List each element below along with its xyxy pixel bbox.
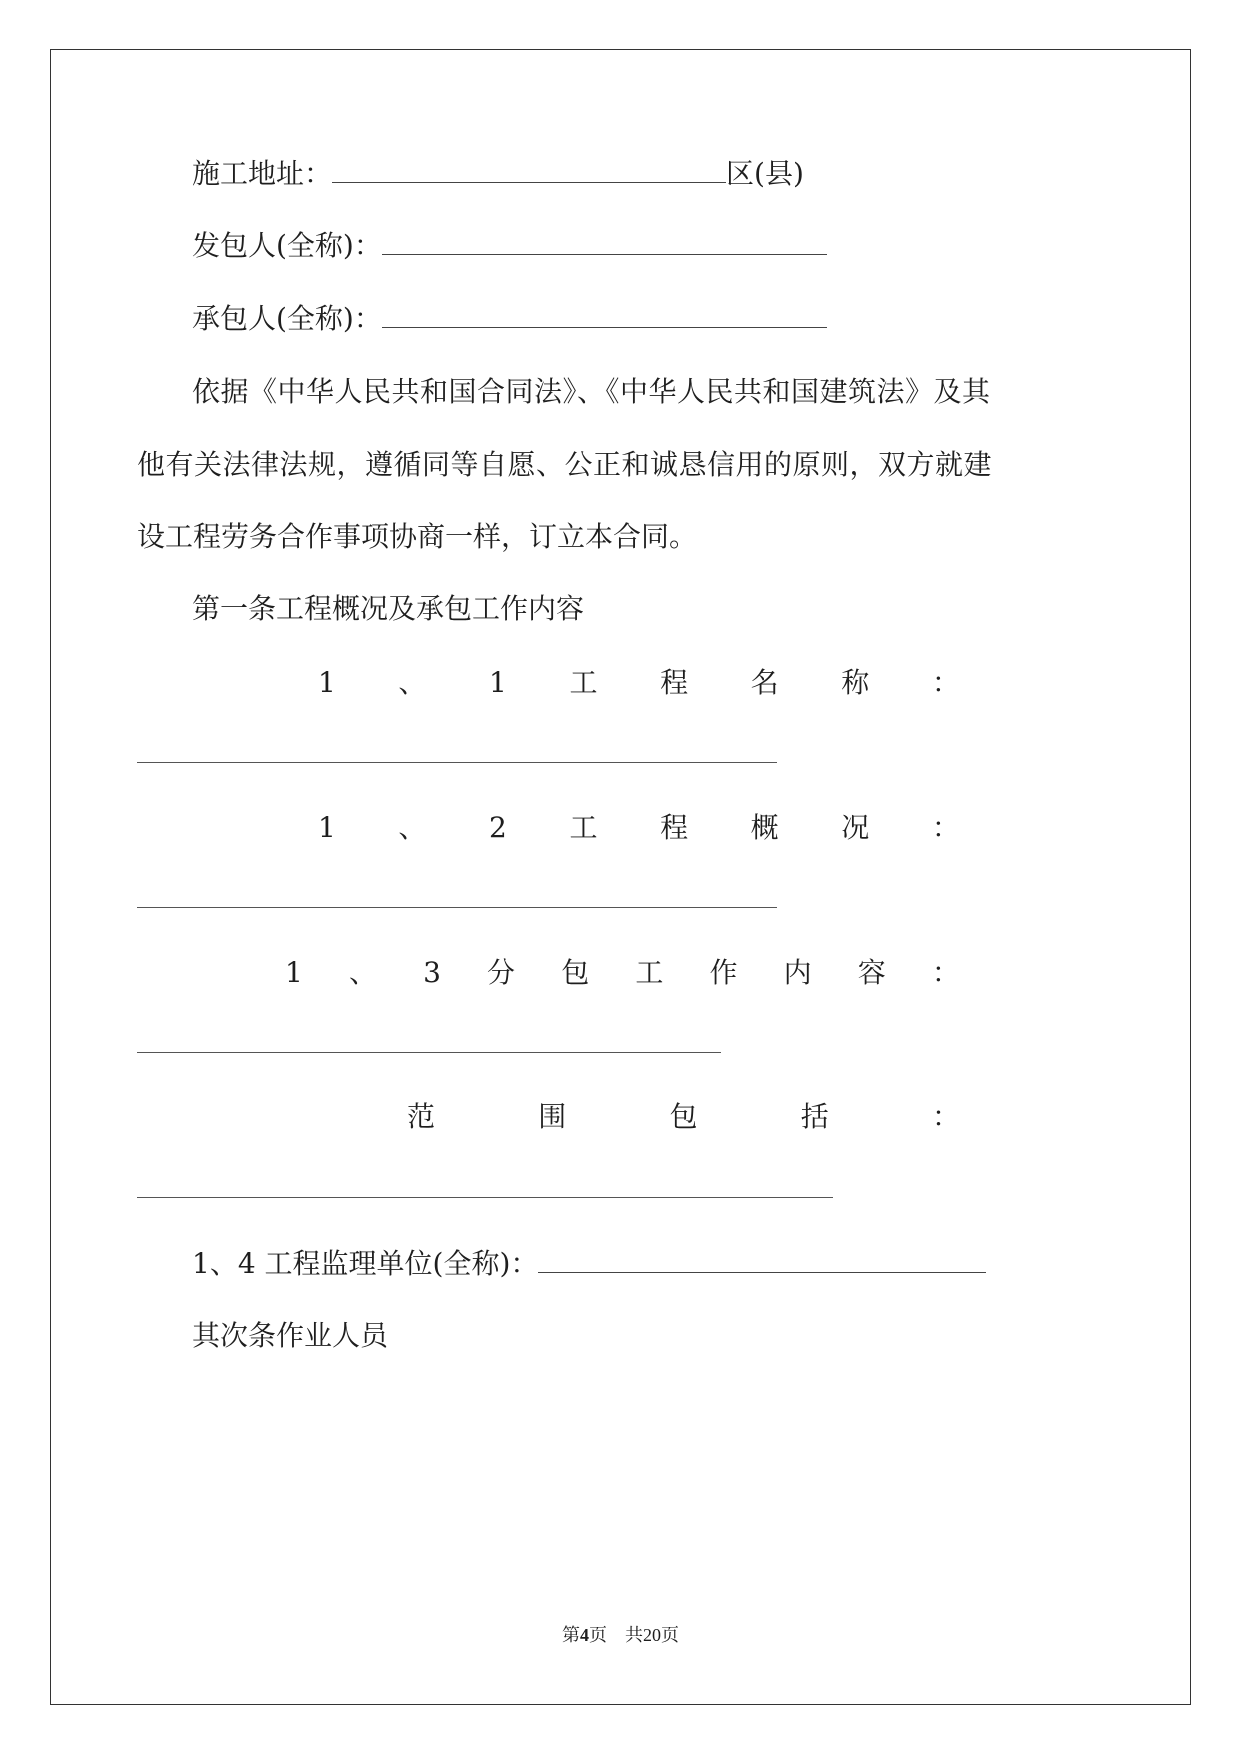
item-1-3-char: 3 [423, 956, 441, 989]
employer-blank[interactable] [382, 232, 827, 255]
item-1-3-char: 工 [635, 956, 664, 989]
item-1-1-char: 程 [660, 666, 689, 699]
employer-line [192, 228, 827, 264]
footer-page-number: 4 [580, 1625, 589, 1645]
item-1-1-char: 1 [318, 666, 336, 699]
scope-blank[interactable] [137, 1197, 833, 1198]
item-1-3-char: 、 [348, 956, 377, 989]
item-1-3-label [285, 955, 960, 991]
article-2-title: 其次条作业人员 [192, 1319, 389, 1352]
item-1-2-char: 工 [569, 811, 598, 844]
footer-page-prefix: 第 [562, 1625, 580, 1645]
item-1-3-char: 作 [709, 956, 738, 989]
item-1-1-char: ： [931, 666, 960, 699]
construction-address-line [192, 156, 804, 192]
footer-total-suffix: 页 [661, 1625, 679, 1645]
subcontract-work-blank[interactable] [137, 1052, 721, 1053]
supervisor-blank[interactable] [538, 1250, 986, 1273]
item-1-2-char: ： [931, 811, 960, 844]
item-1-3-char: ： [931, 956, 960, 989]
item-1-2-char: 程 [660, 811, 689, 844]
address-suffix: 区(县) [726, 157, 804, 190]
footer-total-prefix: 共 [625, 1625, 643, 1645]
paragraph-line-2: 他有关法律法规，遵循同等自愿、公正和诚恳信用的原则，双方就建 [137, 448, 993, 481]
item-1-1-char: 名 [750, 666, 779, 699]
item-1-3-char: 容 [857, 956, 886, 989]
contractor-label: 承包人(全称)： [192, 302, 382, 335]
contractor-blank[interactable] [382, 305, 827, 328]
item-1-3-char: 分 [487, 956, 516, 989]
scope-char: 围 [538, 1100, 567, 1133]
employer-label: 发包人(全称)： [192, 229, 382, 262]
item-1-2-label [318, 810, 960, 846]
item-1-3-char: 1 [285, 956, 303, 989]
item-1-1-char: 称 [841, 666, 870, 699]
paragraph-line-1: 依据《中华人民共和国合同法》、《中华人民共和国建筑法》及其 [192, 375, 991, 408]
item-1-2-char: 2 [489, 811, 507, 844]
supervisor-line [192, 1246, 986, 1282]
scope-char: 括 [800, 1100, 829, 1133]
footer-total-number: 20 [643, 1625, 661, 1645]
paragraph-line-3: 设工程劳务合作事项协商一样，订立本合同。 [137, 520, 698, 553]
item-1-2-char: 1 [318, 811, 336, 844]
supervisor-label: 1、4 工程监理单位(全称)： [192, 1247, 539, 1280]
item-1-1-char: 1 [489, 666, 507, 699]
item-1-3-char: 包 [561, 956, 590, 989]
item-1-2-char: 、 [398, 811, 427, 844]
item-1-3-char: 内 [783, 956, 812, 989]
item-1-1-char: 工 [569, 666, 598, 699]
project-overview-blank[interactable] [137, 907, 777, 908]
item-1-2-char: 况 [841, 811, 870, 844]
item-1-1-char: 、 [398, 666, 427, 699]
article-1-title: 第一条工程概况及承包工作内容 [192, 592, 585, 625]
scope-label [407, 1099, 960, 1135]
contractor-line [192, 301, 827, 337]
scope-char: 包 [669, 1100, 698, 1133]
address-blank[interactable] [332, 160, 726, 183]
scope-char: ： [931, 1100, 960, 1133]
page-footer [0, 1624, 1241, 1646]
scope-char: 范 [407, 1100, 436, 1133]
item-1-2-char: 概 [750, 811, 779, 844]
page-border [50, 49, 1191, 1705]
footer-page-mid: 页 [589, 1625, 607, 1645]
address-label: 施工地址： [192, 157, 333, 190]
project-name-blank[interactable] [137, 762, 777, 763]
item-1-1-label [318, 665, 960, 701]
